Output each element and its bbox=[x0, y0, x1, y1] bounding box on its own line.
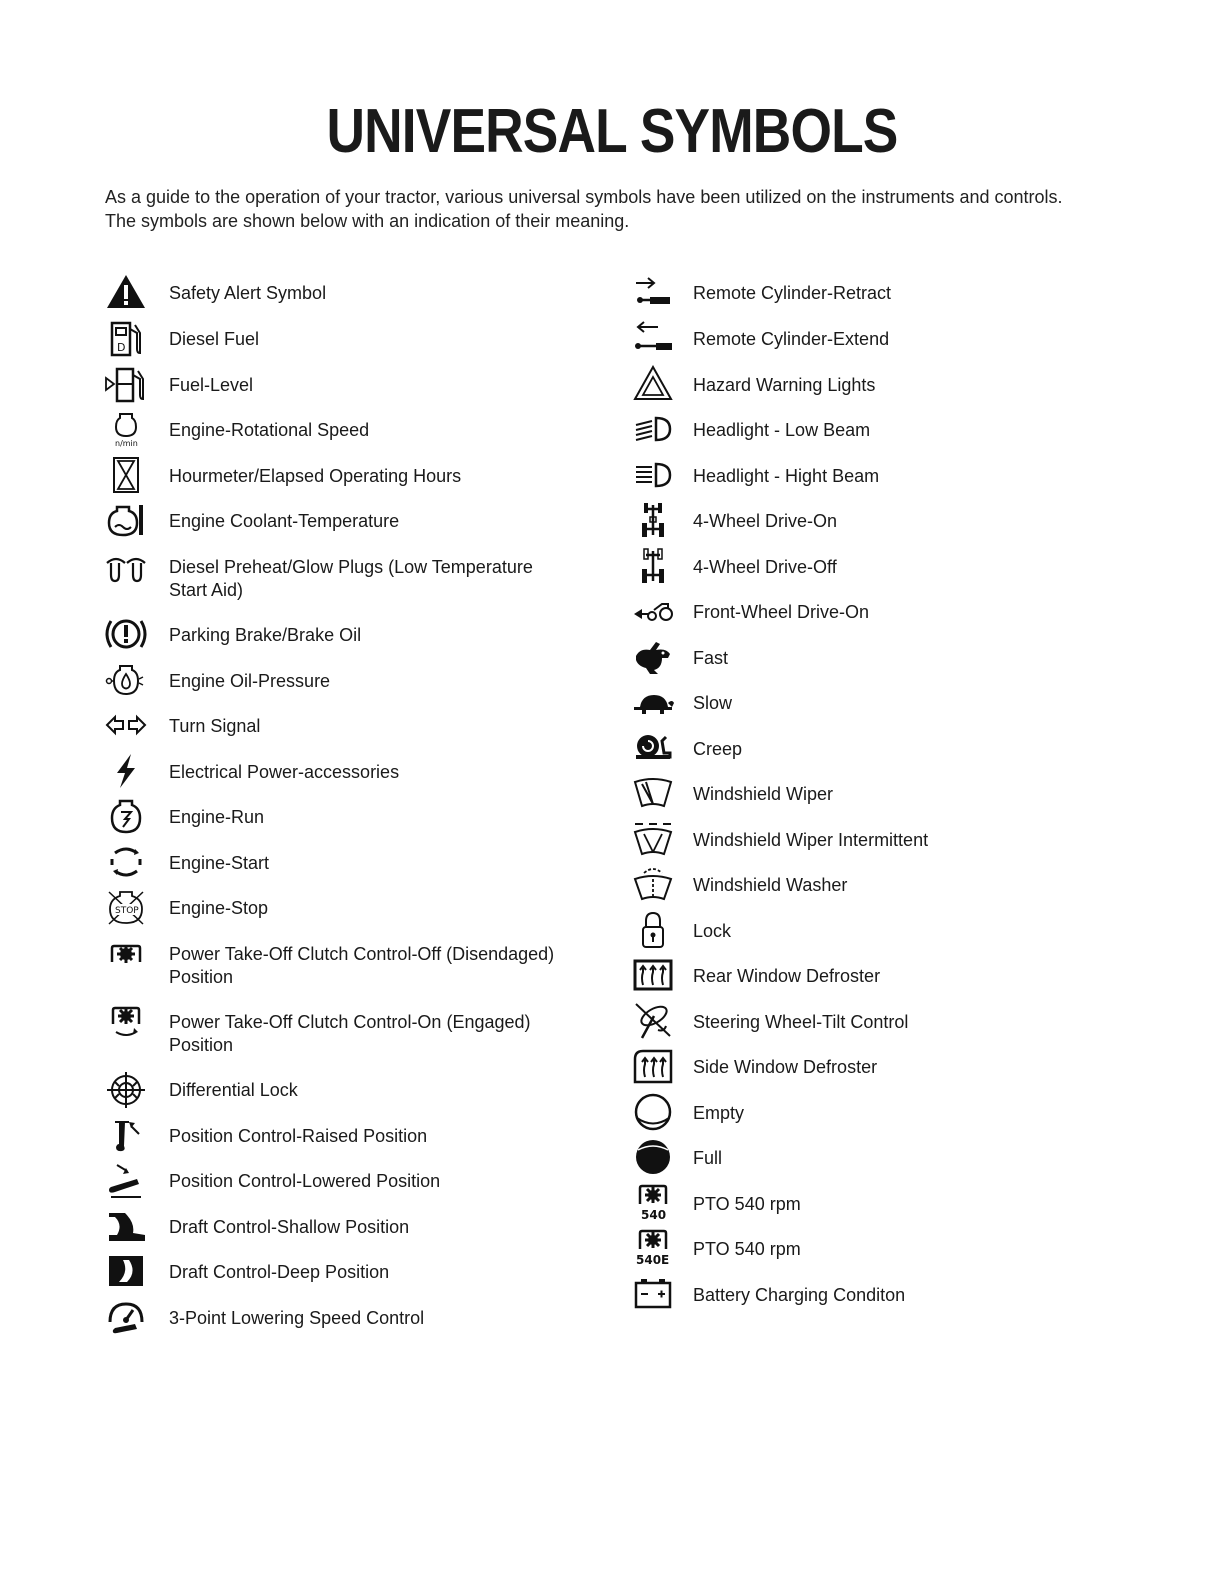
four-wheel-drive-off-icon bbox=[632, 547, 674, 585]
symbol-item bbox=[105, 270, 585, 314]
coolant-temperature-icon bbox=[105, 501, 147, 539]
symbol-item bbox=[105, 1158, 585, 1202]
symbol-item bbox=[105, 1204, 585, 1248]
symbol-label: PTO 540 rpm bbox=[693, 1194, 801, 1214]
symbol-label: Hazard Warning Lights bbox=[693, 375, 876, 395]
intro-text bbox=[105, 185, 1125, 233]
engine-speed-icon bbox=[105, 410, 147, 448]
turtle-icon bbox=[632, 683, 674, 721]
symbol-item bbox=[105, 931, 585, 987]
empty-icon bbox=[632, 1093, 674, 1131]
pto-off-icon bbox=[105, 934, 147, 972]
symbol-item bbox=[105, 749, 585, 793]
pto-540-icon bbox=[632, 1184, 674, 1222]
hazard-lights-icon bbox=[632, 365, 674, 403]
symbol-label: Remote Cylinder-Extend bbox=[693, 329, 890, 349]
symbol-label: Remote Cylinder-Retract bbox=[693, 283, 892, 303]
symbol-item bbox=[632, 680, 1052, 724]
symbol-item bbox=[632, 908, 1052, 952]
symbol-label: Windshield Washer bbox=[693, 875, 848, 895]
steering-tilt-icon bbox=[632, 1002, 674, 1040]
safety-alert-icon bbox=[105, 273, 147, 311]
differential-lock-icon bbox=[105, 1070, 147, 1108]
intro-line-2: The symbols are shown below with an indication of their meaning. bbox=[105, 211, 630, 231]
symbol-label: Rear Window Defroster bbox=[693, 966, 881, 986]
fuel-level-icon bbox=[105, 365, 147, 403]
symbol-label: 4-Wheel Drive-On bbox=[693, 511, 838, 531]
symbol-label: Electrical Power-accessories bbox=[169, 762, 400, 782]
lowering-speed-icon bbox=[105, 1298, 147, 1336]
symbol-item bbox=[632, 544, 1052, 588]
symbol-label: Steering Wheel-Tilt Control bbox=[693, 1012, 909, 1032]
symbol-label: Engine-Run bbox=[169, 807, 265, 827]
symbol-item bbox=[105, 885, 585, 929]
position-lowered-icon bbox=[105, 1161, 147, 1199]
symbol-label: Engine-Start bbox=[169, 853, 270, 873]
svg-text:540: 540 bbox=[641, 1208, 667, 1222]
symbol-label: Battery Charging Conditon bbox=[693, 1285, 906, 1305]
symbol-item bbox=[632, 1135, 1052, 1179]
svg-text:n/min: n/min bbox=[115, 439, 138, 448]
symbol-label: Diesel Preheat/Glow Plugs (Low Temperature Start Aid) bbox=[169, 557, 533, 600]
symbol-item bbox=[105, 840, 585, 884]
rear-defroster-icon bbox=[632, 956, 674, 994]
diesel-fuel-icon bbox=[105, 319, 147, 357]
symbol-label: Hourmeter/Elapsed Operating Hours bbox=[169, 466, 462, 486]
high-beam-icon bbox=[632, 456, 674, 494]
symbol-item bbox=[105, 658, 585, 702]
symbol-label: Safety Alert Symbol bbox=[169, 283, 327, 303]
symbol-label: Creep bbox=[693, 739, 743, 759]
symbol-item bbox=[632, 726, 1052, 770]
draft-shallow-icon bbox=[105, 1207, 147, 1245]
symbol-item bbox=[632, 316, 1052, 360]
symbol-item bbox=[632, 1226, 1052, 1270]
symbol-label: Turn Signal bbox=[169, 716, 261, 736]
lock-icon bbox=[632, 911, 674, 949]
symbol-label: 4-Wheel Drive-Off bbox=[693, 557, 837, 577]
engine-start-icon bbox=[105, 843, 147, 881]
snail-icon bbox=[632, 729, 674, 767]
symbol-item bbox=[632, 1272, 1052, 1316]
symbol-item bbox=[632, 453, 1052, 497]
symbol-item bbox=[632, 817, 1052, 861]
symbol-label: Diesel Fuel bbox=[169, 329, 260, 349]
svg-text:STOP: STOP bbox=[115, 906, 139, 916]
glow-plug-icon bbox=[105, 547, 147, 585]
symbol-label: Draft Control-Shallow Position bbox=[169, 1217, 410, 1237]
cylinder-retract-icon bbox=[632, 273, 674, 311]
symbol-item bbox=[105, 453, 585, 497]
symbol-label: Engine Oil-Pressure bbox=[169, 671, 331, 691]
oil-pressure-icon bbox=[105, 661, 147, 699]
symbol-item bbox=[632, 362, 1052, 406]
page-title: UNIVERSAL SYMBOLS bbox=[326, 97, 898, 166]
symbol-label: Differential Lock bbox=[169, 1080, 298, 1100]
svg-text:D: D bbox=[117, 341, 126, 354]
symbol-label: Position Control-Raised Position bbox=[169, 1126, 428, 1146]
engine-stop-icon bbox=[105, 888, 147, 926]
symbol-item bbox=[632, 270, 1052, 314]
symbol-label: Front-Wheel Drive-On bbox=[693, 602, 870, 622]
symbol-item bbox=[105, 1113, 585, 1157]
symbol-label: PTO 540 rpm bbox=[693, 1239, 801, 1259]
pto-on-icon bbox=[105, 1002, 147, 1040]
turn-signal-icon bbox=[105, 706, 147, 744]
symbol-item bbox=[105, 612, 585, 656]
symbol-item bbox=[632, 771, 1052, 815]
battery-icon bbox=[632, 1275, 674, 1313]
engine-run-icon bbox=[105, 797, 147, 835]
symbol-item bbox=[632, 999, 1052, 1043]
symbol-label: Draft Control-Deep Position bbox=[169, 1262, 390, 1282]
intro-line-1: As a guide to the operation of your tractor, various universal symbols have been utilized on the instruments and controls. bbox=[105, 187, 1063, 207]
front-wheel-drive-icon bbox=[632, 592, 674, 630]
symbol-item bbox=[632, 862, 1052, 906]
symbol-label: Headlight - Hight Beam bbox=[693, 466, 880, 486]
symbol-item bbox=[632, 1090, 1052, 1134]
symbol-label: Position Control-Lowered Position bbox=[169, 1171, 441, 1191]
symbol-item bbox=[105, 407, 585, 451]
symbol-label: Side Window Defroster bbox=[693, 1057, 878, 1077]
symbol-item bbox=[105, 1295, 585, 1339]
symbol-item bbox=[105, 362, 585, 406]
symbol-item bbox=[105, 794, 585, 838]
symbol-label: Power Take-Off Clutch Control-On (Engaged) Position bbox=[169, 1012, 531, 1055]
symbol-label: Empty bbox=[693, 1103, 745, 1123]
symbol-item bbox=[632, 1181, 1052, 1225]
position-raised-icon bbox=[105, 1116, 147, 1154]
symbol-label: Engine Coolant-Temperature bbox=[169, 511, 400, 531]
symbol-item bbox=[632, 953, 1052, 997]
symbol-label: Windshield Wiper Intermittent bbox=[693, 830, 929, 850]
wiper-intermittent-icon bbox=[632, 820, 674, 858]
symbol-label: Power Take-Off Clutch Control-Off (Disendaged) Position bbox=[169, 944, 555, 987]
pto-540e-icon bbox=[632, 1229, 674, 1267]
symbol-item bbox=[105, 1249, 585, 1293]
symbol-item bbox=[105, 544, 585, 600]
symbol-label: Slow bbox=[693, 693, 733, 713]
lightning-icon bbox=[105, 752, 147, 790]
symbol-label: Full bbox=[693, 1148, 723, 1168]
svg-text:540E: 540E bbox=[636, 1253, 670, 1267]
symbol-item bbox=[632, 1044, 1052, 1088]
rabbit-icon bbox=[632, 638, 674, 676]
side-defroster-icon bbox=[632, 1047, 674, 1085]
cylinder-extend-icon bbox=[632, 319, 674, 357]
draft-deep-icon bbox=[105, 1252, 147, 1290]
symbol-label: Headlight - Low Beam bbox=[693, 420, 871, 440]
symbol-label: Parking Brake/Brake Oil bbox=[169, 625, 362, 645]
symbol-item bbox=[632, 498, 1052, 542]
symbol-item bbox=[105, 498, 585, 542]
full-icon bbox=[632, 1138, 674, 1176]
symbol-item bbox=[105, 703, 585, 747]
parking-brake-icon bbox=[105, 615, 147, 653]
wiper-icon bbox=[632, 774, 674, 812]
symbol-item bbox=[632, 589, 1052, 633]
symbol-label: Windshield Wiper bbox=[693, 784, 834, 804]
washer-icon bbox=[632, 865, 674, 903]
four-wheel-drive-on-icon bbox=[632, 501, 674, 539]
symbol-label: 3-Point Lowering Speed Control bbox=[169, 1308, 425, 1328]
low-beam-icon bbox=[632, 410, 674, 448]
symbol-label: Fuel-Level bbox=[169, 375, 254, 395]
symbol-item bbox=[632, 635, 1052, 679]
hourglass-icon bbox=[105, 456, 147, 494]
symbol-item bbox=[105, 999, 585, 1055]
symbol-item bbox=[632, 407, 1052, 451]
symbol-label: Engine-Stop bbox=[169, 898, 269, 918]
symbol-label: Engine-Rotational Speed bbox=[169, 420, 370, 440]
symbol-item bbox=[105, 316, 585, 360]
symbol-label: Fast bbox=[693, 648, 729, 668]
symbol-label: Lock bbox=[693, 921, 732, 941]
symbol-item bbox=[105, 1067, 585, 1111]
